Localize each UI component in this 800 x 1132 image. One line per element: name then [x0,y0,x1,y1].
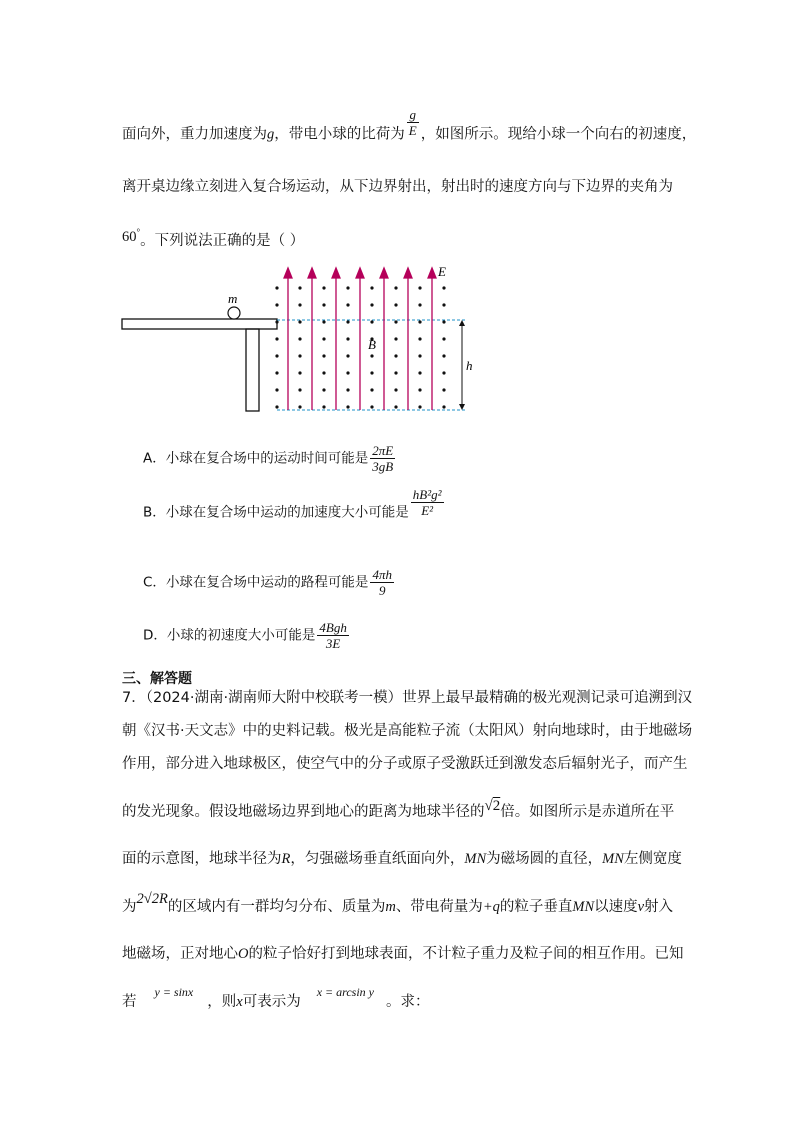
field-dot [346,405,349,408]
p6-l1-pre: 面向外，重力加速度为 [122,126,267,143]
problem7-line1: 7．（2024·湖南·湖南师大附中校联考一模）世界上最早最精确的极光观测记录可追溯到汉 [122,690,693,706]
ball [228,307,240,319]
p7-l6-mid3: 的粒子垂直 [499,899,573,915]
field-dot [322,354,325,357]
field-dot [322,371,325,374]
option-c-fraction [370,567,394,598]
p7-l5-post: 左侧宽度 [623,851,682,867]
p7-l4-pre: 的发光现象。假设地磁场边界到地心的距离为地球半径的 [122,804,485,820]
field-dot [346,354,349,357]
field-dot [370,320,373,323]
p7-l5-MN1: MN [464,851,487,867]
option-b-text: 小球在复合场中运动的加速度大小可能是 [165,504,409,521]
problem6-line3 [122,226,304,251]
option-a-letter: A． [143,450,166,467]
field-dot [418,286,421,289]
field-dot [418,337,421,340]
field-dot [442,371,445,374]
field-dot [322,320,325,323]
option-a-den: 3gB [372,459,394,474]
p7-l8-mid: ，则 [207,994,237,1010]
p7-l8-eq2: x = arcsin y [316,985,375,999]
option-a-fraction [370,443,395,474]
height-arrow-bottom [459,404,465,410]
p7-l8-eq1: y = sinx [154,985,194,999]
p7-l7-post: 的粒子恰好打到地球表面，不计粒子重力及粒子间的相互作用。已知 [248,946,684,962]
field-dot [442,354,445,357]
label-m: m [228,291,238,306]
field-dot [370,303,373,306]
angle-60 [122,229,140,245]
p7-l6-mid4: 以速度 [594,899,638,915]
field-dot [298,286,301,289]
field-dot [298,371,301,374]
field-dot [298,303,301,306]
field-dot [346,303,349,306]
p6-l1-g: g [267,126,275,143]
option-d-fraction [317,620,348,651]
option-c-text: 小球在复合场中运动的路程可能是 [165,574,369,591]
field-dot [322,286,325,289]
field-dot [442,388,445,391]
field-dot [298,405,301,408]
option-a-text: 小球在复合场中的运动时间可能是 [165,450,369,467]
p7-l6-v: v [637,899,645,915]
p7-l7-O: O [238,946,249,962]
field-dot [346,320,349,323]
ratio-num: g [407,107,419,123]
field-dot [322,303,325,306]
field-dot [298,320,301,323]
p7-l8-post: 。求： [386,994,430,1010]
option-a-num: 2πE [372,443,394,458]
p6-l1-post: ，如图所示。现给小球一个向右的初速度， [420,126,697,143]
label-h: h [466,358,473,373]
sqrt-2-radicand: 2 [492,798,501,814]
option-d-num: 4Bgh [319,620,347,635]
option-c-den: 9 [378,583,386,598]
field-dot [346,388,349,391]
field-dot [298,337,301,340]
field-dot [418,371,421,374]
field-diagram [120,262,480,418]
p7-l4-post: 倍。如图所示是赤道所在平 [500,804,675,820]
p6-l3-post: 。下列说法正确的是（ ） [140,232,305,249]
field-dot [442,303,445,306]
field-dot [275,388,278,391]
option-b-letter: B． [143,504,166,521]
field-dot [394,405,397,408]
problem7-line6 [122,891,674,917]
p7-l7-pre: 地磁场，正对地心 [122,946,238,962]
option-a [143,443,397,474]
field-dot [442,286,445,289]
option-d-letter: D． [143,627,167,644]
option-d-den: 3E [325,636,341,651]
field-dot [322,337,325,340]
field-dot [394,388,397,391]
field-dot [298,388,301,391]
p7-l6-post: 射入 [644,899,674,915]
option-c-letter: C． [143,574,166,591]
field-dot [394,337,397,340]
field-dot [418,354,421,357]
p7-l6-mid2: 、带电荷量为 [395,899,483,915]
field-dot [394,320,397,323]
p7-l6-MN: MN [572,899,595,915]
problem7-line4 [122,798,675,822]
field-dot [394,354,397,357]
field-dot [275,337,278,340]
field-dot [275,354,278,357]
p7-l8-mid2: 可表示为 [242,994,301,1010]
field-dot [275,320,278,323]
field-dot [442,320,445,323]
problem6-line1 [122,107,697,150]
field-dot [394,371,397,374]
electric-field-lines [284,268,436,410]
field-dot [275,286,278,289]
option-b [143,487,446,528]
problem7-line2: 朝《汉书·天文志》中的史料记载。极光是高能粒子流（太阳风）射向地球时，由于地磁场 [122,723,693,739]
field-dot [370,388,373,391]
p7-l5-mid2: 为磁场圆的直径， [486,851,603,867]
problem7-line8 [122,985,430,1012]
field-dot [275,371,278,374]
field-dot [418,388,421,391]
field-dot [442,337,445,340]
p7-l5-pre: 面的示意图，地球半径为 [122,851,282,867]
field-dot [275,303,278,306]
problem6-line2: 离开桌边缘立刻进入复合场运动，从下边界射出，射出时的速度方向与下边界的夹角为 [122,179,673,195]
angle-value: 60 [122,228,137,245]
field-dot [346,337,349,340]
p7-l5-mid1: ，匀强磁场垂直纸面向外， [290,851,465,867]
option-b-fraction [411,487,444,518]
problem7-line5 [122,849,682,869]
label-B: B [368,337,376,352]
p7-l6-m: m [385,899,396,915]
p7-l5-MN2: MN [602,851,624,867]
p7-l8-x: x [236,994,243,1010]
p7-l5-R: R [281,851,291,867]
field-dot [370,354,373,357]
label-E: E [438,264,446,279]
p7-l6-width: 2√2R [136,891,168,907]
option-b-den: E² [421,503,434,518]
p7-l6-pre: 为 [122,899,137,915]
height-arrow-top [459,320,465,326]
field-dot [394,303,397,306]
section-title: 三、解答题 [122,671,192,687]
field-dot [370,405,373,408]
field-dot [322,388,325,391]
field-dot [418,320,421,323]
field-dot [298,354,301,357]
p7-l8-pre: 若 [122,994,137,1010]
field-dot [346,371,349,374]
field-dot [346,286,349,289]
sqrt-2: √2 [484,798,501,814]
field-dot [275,405,278,408]
option-d-text: 小球的初速度大小可能是 [166,627,316,644]
problem7-line7 [122,944,683,964]
field-dot [370,371,373,374]
option-b-num: hB²g² [412,487,442,502]
field-dot [322,405,325,408]
ratio-fraction [407,107,419,138]
option-c [143,567,396,598]
field-dot [418,405,421,408]
field-dot [370,286,373,289]
table-top [122,319,277,329]
p6-l1-mid: ，带电小球的比荷为 [274,126,405,143]
field-dot [418,303,421,306]
ratio-den: E [408,123,417,138]
option-c-num: 4πh [372,567,392,582]
option-d [143,620,351,651]
field-dot [394,286,397,289]
p7-l6-mid1: 的区域内有一群均匀分布、质量为 [167,899,386,915]
field-dot [442,405,445,408]
angle-degree: ° [136,227,141,237]
p7-l6-q: +q [482,899,500,915]
problem7-line3: 作用，部分进入地球极区，使空气中的分子或原子受激跃迁到激发态后辐射光子，而产生 [122,756,688,772]
table-leg [246,329,259,411]
